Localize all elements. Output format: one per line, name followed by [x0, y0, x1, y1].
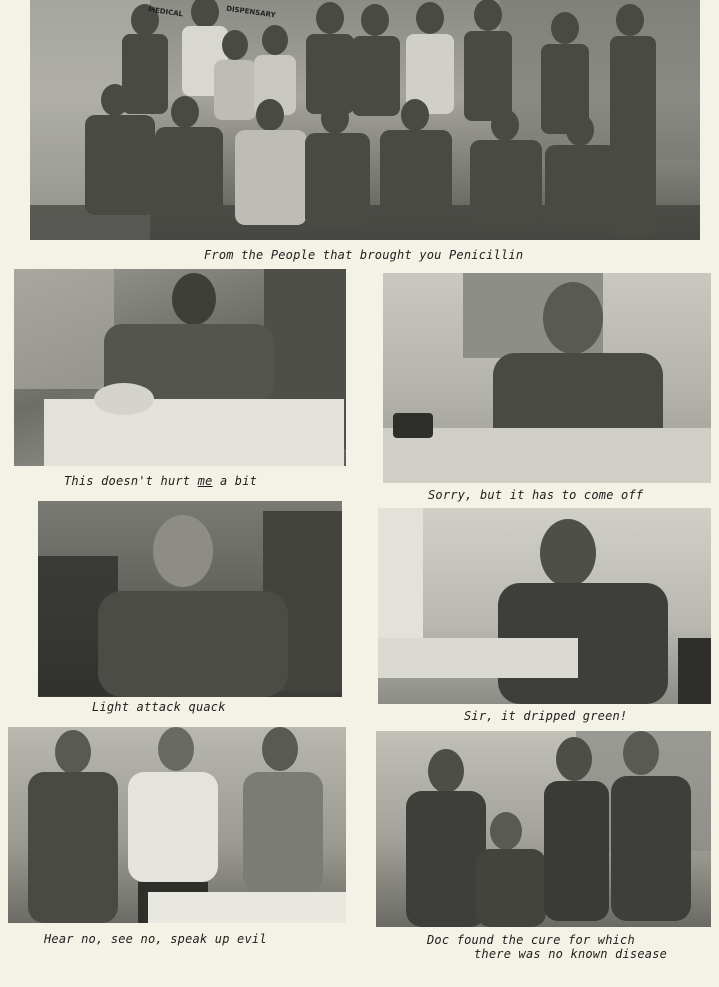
- caption-mid-left-emphasis: me: [197, 474, 213, 488]
- caption-bottom-right-line-2: there was no known disease: [474, 947, 668, 961]
- photo-doc-group: [376, 731, 711, 927]
- photo-doctor-patient: [14, 269, 346, 466]
- caption-bottom-right: [427, 933, 667, 961]
- group-photo: [30, 0, 700, 240]
- caption-bottom-right-line-1: Doc found the cure for which: [427, 933, 635, 947]
- photo-man-glasses-writing: [378, 508, 711, 704]
- medical-sign: MEDICAL: [147, 5, 184, 19]
- caption-mid-left-after: a bit: [212, 474, 258, 488]
- caption-mid-right: Sorry, but it has to come off: [428, 488, 644, 502]
- photo-officer-writing: [383, 273, 711, 483]
- caption-mid-left-before: This doesn't hurt: [64, 474, 198, 488]
- caption-top: From the People that brought you Penicillin: [204, 248, 524, 262]
- caption-bottom-left: Hear no, see no, speak up evil: [44, 932, 267, 946]
- caption-mid-left: [64, 474, 257, 488]
- photo-three-men: [8, 727, 346, 923]
- caption-third-right: Sir, it dripped green!: [464, 709, 628, 723]
- dispensary-sign: DISPENSARY: [225, 4, 277, 20]
- caption-third-left: Light attack quack: [92, 700, 226, 714]
- photo-medic-portrait: [38, 501, 342, 697]
